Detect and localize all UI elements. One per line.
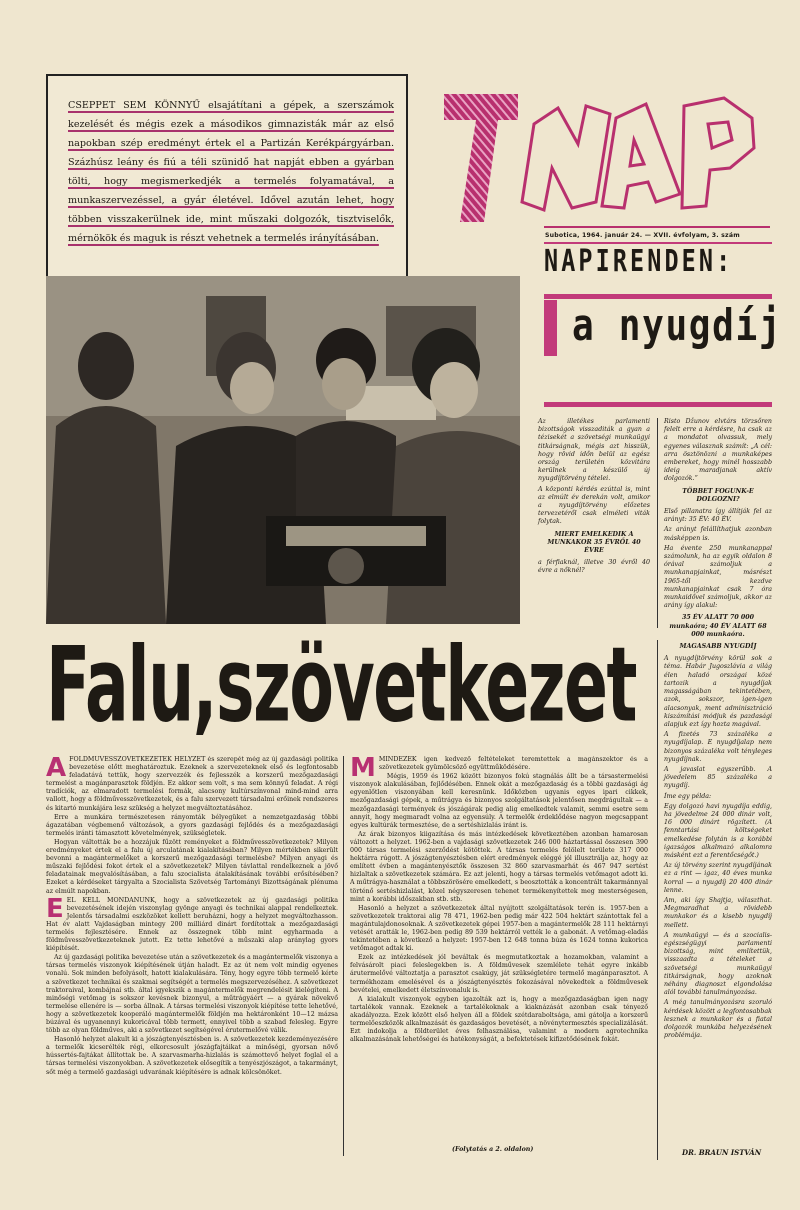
dropcap: E [46,893,64,924]
dropcap: A [46,756,67,783]
photo-image [46,276,520,624]
paragraph: A nyugdíjtörvény körül sok a téma. Habár Jugoszlávia a világ élen haladó országai közé tartozik a nyugdíjak magasságában tekintetében, azok, sokszor, igen-igen alacsonyak, ment adminisztráció kiszámítási módjuk és pazdasági alapjuk ezt így hozta magával. [664,655,772,728]
article-divider [343,756,344,1156]
paragraph: Első pillanatra így állítják fel az arányt: 35 ÉV: 40 ÉV. [664,508,772,524]
article-headline: Falu,szövetkezet [46,624,637,746]
teaser-box [46,74,408,292]
paragraph-lead [350,756,648,783]
paragraph: A kialakult viszonyok egyben igazolták azt is, hogy a mezőgazdaságban igen nagy tartalékok vannak. Ezeknek a tartalékoknak a kiaknázását azonban csak tényező akadályozza. Ezek között első helyen áll a földek szétdaraboltsága, ami gátolja a korszerű termelőeszközök alkalmazását és gazdaságos bevetését, a növénytermesztés specializálását. Ezt indokolja a földterület éves felhasználása, valamint a modern agrotechnika alkalmazásának lehetőségei és hatékonyságát, a befektetések kifizetődésének fokát. [350,995,648,1044]
paragraph: 35 ÉV ALATT 70 000 munkaóra; 40 ÉV ALATT 68 000 munkaóra. [669,614,767,638]
paragraph: Az új gazdasági politika bevezetése után a szövetkezetek és a magántermelők viszonya a társas termelés viszonyok kiépítésének útján haladt. Ez az út nem volt mindig egyenes vonalú. Sok minden befolyásolt, hatott kialakulására. Tény, hogy egyre több termelő kérte a szövetkezet technikai és szakmai segítségét a termelés megszervezéséhez. A szövetkezet traktoraival, kombájnai stb. által igyekszik a magántermelők megrendelésit kielégíteni. A minőségi vetőmag is sokszor kevésnek bizonyul, a műtrágyáért — a gyárak növekvő termelése ellenére is — sorba állnak. A társas termelési viszonyok kiépítése tette lehetővé, hogy a szövetkezetek kooperáló magántermelők földjén ma hektáronként 10—12 mázsa búzával és ugyanennyi kukoricával több termett, ennyivel több a szabad felesleg. Egyre több az olyan földműves, aki a szövetkezet segítségével érutermelővé válik. [46,954,338,1035]
paragraph: A munkaügyi — és a szocialis-egészségügyi parlamenti bizottság, mint említettük, visszaadta a tételeket a szövetségi munkaügyi titkárságnak, hogy azoknak néhány diagnoszt elgondolása alól további tanulmányozása. [664,931,772,997]
paragraph: Erre a munkára természetesen rányomták bélyegüket a nemzetgazdaság többi ágazatában végbemenő változások, a gyors gazdasági fejlődés és a mezőgazdasági termelés iránti támasztott követelmények, szükségletek. [46,813,338,837]
paragraph: Am, aki így Shajtja, választhat. Megmaradhat a rövidebb munkakor és a kisebb nyugdíj mellett. [664,896,772,929]
subhead: MAGASABB NYUGDÍJ [679,643,757,651]
paragraph: a férfiaknál, illetve 30 évről 40 évre a nőknél? [538,559,650,575]
teaser-text: CSEPPET SEM KÖNNYŰ elsajátítani a gépek, a szerszámok kezelését és mégis ezek a másodikos gimnazisták már az első napokban szép eredményt értek el a Partizán Kerékpárgyárban. Százhúsz leány és fiú a téli szünidő hat napját ebben a gyárban tölti, hogy megismerkedjék a termelés folyamatával, a munkaszervezéssel, a gyár életével. Idővel azután lehet, hogy többen visszakerülnek ide, mint műszaki dolgozók, tisztviselők, mérnökök és maguk is részt vehetnek a termelés irányításában. [68,100,394,244]
subhead: MIERT EMELKEDIK A MUNKAKOR 35 ÉVRŐL 40 ÉVRE [547,530,641,555]
paragraph: Hogyan váltották be a hozzájuk fűzött reményeket a földművesszövetkezetek? Milyen eredményeket értek el a falu új arculatának kialakításában? Milyen mértékben sikerült bevonni a magántermelőket a korszerű mezőgazdasági termelésbe? Milyen anyagi és műszaki fejlődési fokot értek el a szövetkezetek? Milyen távlattal rendelkeznek a jövő feladatainak megvalósításában, a falu szocialista átalakításának további erősítésében? Ezeket a kérdéseket tárgyalta a Szocialista Szövetség Tartományi Bizottságának plénuma az elmúlt napokban. [46,838,338,895]
article-col-right [350,756,648,1144]
paragraph: Hasonló a helyzet a szövetkezetek által nyújtott szolgáltatások terén is. 1957-ben a szövetkezetek traktorai alig 78 471, 1962-ben pedig már 422 504 hektárt szántottak fel a magántulajdonosoknak. A szövetkezetek gépei 1957-ben a magántermelők 28 111 hektárnyi vetését aratták le, 1962-ben pedig 89 539 hektárról vették le a gabonát. A vetőmag-eladás tekintetében a következő a helyzet: 1957-ben 12 648 tonna búza és 1624 tonna kukorica vetőmagot adtak ki. [350,904,648,953]
dropcap: M [350,756,376,783]
napirenden-title: a nyugdíj [572,300,783,351]
napirenden-col2 [664,418,772,1042]
paragraph: Risto Džunov elvtárs törzsőren felelt erre a kérdésre, ha csak az a mondatot olvassuk, mely egyenes válasznak számít: „A cél: arra ösztönözni a munkaképes embereket, hogy minél hosszabb ideig maradjanak aktív dolgozók.” [664,418,772,483]
napirenden-divider-lower [657,640,658,1160]
paragraph: EL KELL MONDANUNK, hogy a szövetkezetek az új gazdasági politika bevezetésének idején viszonylag gyönge anyagi és technikai alappal rendelkeztek. Jelentős társadalmi eszközöket kellett beruházni, hogy a helyzet megváltozhasson. Hat év alatt Vajdaságban mintegy 200 milliárd dinárt fordítottak a mezőgazdasági termelés fejlesztésére. Ennek az összegnek több mint egyharmada a földművesszövetkezeteknek jutott. Ez tette lehetővé a műszaki alap aránylag gyors kiépítését. [46,896,338,953]
paragraph: A fizetés 73 százaléka a nyugdíjalap. E nyugdíjalap nem bizonyos százaléka volt tényleges nyugdíjnak. [664,731,772,763]
paragraph: Mégis, 1959 és 1962 között bizonyos fokú stagnálás állt be a társastermelési viszonyok alakulásában, fejlődésében. Ennek okát a mezőgazdaság és a többi gazdasági ág egyenlőtlen viszonyában kell keresnünk. Időközben ugyanis egyes ipari cikkek, mezőgazdasági gépek, a műtrágya és bizonyos szolgáltatások jelentősen megdrágultak — a mezőgazdasági termények és jószágárak pedig alig emelkedtek valamit, semmi esetre sem annyit, hogy megmaradt volna az egyensúly. A termelők érdeklődése nagyon megcsappant egyes kultúrák termesztése, de a sertéshizlalás iránt is. [350,773,648,829]
paragraph: Az arányt felállíthatjuk azonban másképpen is. [664,526,772,542]
paragraph: Az árak bizonyos kiigazítása és más intézkedések következtében azonban hamarosan változott a helyzet. 1962-ben a vajdasági szövetkezetek 246 000 háztartással összesen 390 000 társas termelési szerződést kötöttek. A társas termelés felölelt területe 317 000 hektárra rúgott. A jószágtenyésztésben elért eredmények eléggé jól illusztrálja az, hogy az említett évben a magántenyésztők összesen 32 860 szarvasmarhát és 467 947 sertést hizlaltak a szövetkezetek számára. Ez azt jelenti, hogy a társas termelés vetőmagot adott ki. A műtrágya-használat a többszörösére emelkedett, s beosztották a koncentrált takarmánnyal történő sertéshizlalást, közel négyszeresen tehenet termékenyítettek meg mesterségesen, mint a korábbi időszakban stb. stb. [350,830,648,903]
paragraph: FÖLDMŰVESSZÖVETKEZETEK HELYZET és szerepét még az új gazdasági politika bevezetése előtt meghatároztuk. Ezeknek a szervezeteknek első és legfontosabb feladatává tettük, hogy szervezzék és fejlesszék a korszerű mezőgazdasági termelést a magánparasztok földjén. Ez akkor sem volt, s ma sem könnyű feladat. A régi tradíciók, az elmaradott termelési formák, alacsony kultúrszínvonal mind-mind arra vallott, hogy a földművesszövetkezetek, és a falu szervezett társadalmi erőinek rendszeres és kitartó munkájára lesz szükség a helyzet megváltoztatásához. [46,756,338,812]
paragraph: Az új törvény szerint nyugdíjának ez a rint — igaz, 40 éves munka korral — a nyugdíj 20 400 dinár lenne. [664,862,772,894]
subhead: TÖBBET FOGUNK-E DOLGOZNI? [682,487,754,503]
logo-rule [544,226,770,228]
paragraph: MINDEZEK igen kedvező feltételeket teremtettek a magánszektor és a szövetkezetek gyümölcsöző együttműködésére. [378,756,648,772]
napirenden-col1 [538,418,650,578]
paragraph: Íme egy példa: [664,792,712,800]
dateline: Subotica, 1964. január 24. — XVII. évfolyam, 3. szám [545,232,740,239]
article-col-left [46,756,338,1156]
paragraph: Ha évente 250 munkanappal számolunk, ha az egyik oldalon 8 órával számoljuk a munkanapjainkat, másrészt 1965-től kezdve munkanapjainkat csak 7 óra munkaidővel számoljuk, akkor az arány így alakul: [664,544,772,610]
paragraph-lead-2 [46,893,338,954]
paragraph: Hasonló helyzet alakult ki a jószágtenyésztésben is. A szövetkezetek kezdeményezésére a termelők kicserélték régi, elkorcsosult jószágfajtáikat a minőségi, gyorsan növő hússertés-fajtákat állítottak be. A szarvasmarha-hizlalás is számottevő helyet foglal el a társas termelési viszonyokban. A szövetkezetek elősegítik a tenyészjószágot, a takarmányt, sőt még a termelő gazdasági udvarának kiépítésére is adnak kölcsönöket. [46,1036,338,1076]
paragraph: Egy dolgozó havi nyugdíja eddig, ha jövedelme 24 000 dinár volt, 16 000 dinárt rögzített. (A fenntartási költségeket emelkedése folytán is a korábbi igazságos alkalmazó alkalomra másként ezt a ferentőcségőt.) [664,802,772,859]
paragraph: A központi kérdés ezúttal is, mint az elmúlt év derekán volt, amikor a nyugdíjtörvény előzetes tervezetéről csak elméleti viták folytak. [538,485,650,526]
napirenden-signature: DR. BRAUN ISTVÁN [682,1148,762,1157]
logo-7nap [440,84,772,224]
paragraph: Az illetékes parlamenti bizottságok visszaditák a gyan a tézisekét a szövetségi munkaügyi titkárságnak, mégis azt hisszük, hogy rövid időn belül az egész ország területén közvitára kerülnek a készülő új nyugdíjtörvény tételei. [538,418,650,483]
masthead-logo [440,84,772,224]
napirenden-bar [544,300,557,356]
article-continued: (Folytatás a 2. oldalon) [452,1146,534,1153]
napirenden-rule-bottom [544,402,772,407]
paragraph: A még tanulmányozásra szoruló kérdések között a legfontosabbak lesznek a munkakor és a fiatal dolgozók munkába helyezésének problémája. [664,999,772,1040]
napirenden-rule-top [544,294,772,299]
paragraph: A javaslat egyszerűbb. A jövedelem 85 százaléka a nyugdíj. [664,765,772,790]
paragraph: Ezek az intézkedések jól beváltak és megmutatkoztak a hozamokban, valamint a felvásárolt piaci feleslegekben is. A földművesek szemlélete tehát egyre inkább árutermelővé változtatja a parasztot csakúgy, ját szükségletére termelő magánparasztot. A termékhozam emelésével és a jószágtenyésztés fokozásával növekedtek a földművesek bevételei, emelkedett életszínvonaluk is. [350,954,648,994]
photo-students-lathe [46,276,520,624]
napirenden-divider [657,418,658,628]
napirenden-kicker: NAPIRENDEN: [544,244,734,279]
paragraph-lead [46,756,338,813]
